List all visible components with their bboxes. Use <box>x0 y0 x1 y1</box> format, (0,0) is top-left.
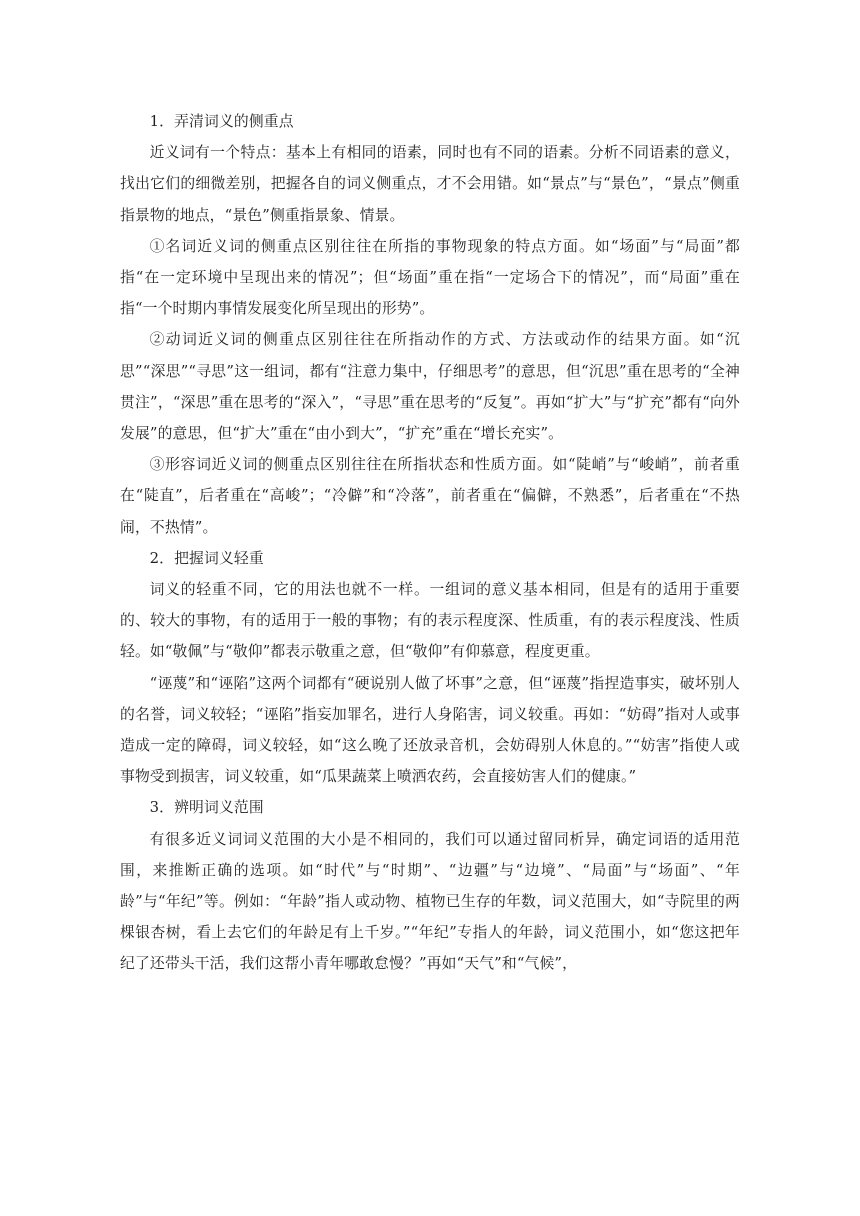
section-heading-1: 1．弄清词义的侧重点 <box>149 113 294 130</box>
body-paragraph: ①名词近义词的侧重点区别往往在所指的事物现象的特点方面。如“场面”与“局面”都指“在一定环境中呈现出来的情况”；但“场面”重在指“一定场合下的情况”，而“局面”重在指“一个时期内事情发展变化所呈现出的形势”。 <box>120 237 740 318</box>
body-paragraph: ③形容词近义词的侧重点区别往往在所指状态和性质方面。如“陡峭”与“峻峭”，前者重在“陡直”，后者重在“高峻”；“冷僻”和“冷落”，前者重在“偏僻，不熟悉”，后者重在“不热闹，不热情”。 <box>120 456 740 536</box>
document-body <box>120 106 740 980</box>
body-paragraph: ②动词近义词的侧重点区别往往在所指动作的方式、方法或动作的结果方面。如“沉思”“深思”“寻思”这一组词，都有“注意力集中，仔细思考”的意思，但“沉思”重在思考的“全神贯注”，“深思”重在思考的“深入”，“寻思”重在思考的“反复”。再如“扩大”与“扩充”都有“向外发展”的意思，但“扩大”重在“由小到大”，“扩充”重在“增长充实”。 <box>120 331 740 443</box>
section-heading-2: 2．把握词义轻重 <box>149 549 264 567</box>
body-paragraph: 近义词有一个特点：基本上有相同的语素，同时也有不同的语素。分析不同语素的意义，找出它们的细微差别，把握各自的词义侧重点，才不会用错。如“景点”与“景色”，“景点”侧重指景物的地点，“景色”侧重指景象、情景。 <box>120 144 740 224</box>
body-paragraph: 词义的轻重不同，它的用法也就不一样。一组词的意义基本相同，但是有的适用于重要的、较大的事物，有的适用于一般的事物；有的表示程度深、性质重，有的表示程度浅、性质轻。如“敬佩”与“敬仰”都表示敬重之意，但“敬仰”有仰慕意，程度更重。 <box>120 581 740 661</box>
body-paragraph: 有很多近义词词义范围的大小是不相同的，我们可以通过留同析异，确定词语的适用范围，来推断正确的选项。如“时代”与“时期”、“边疆”与“边境”、“局面”与“场面”、“年龄”与“年纪”等。例如：“年龄”指人或动物、植物已生存的年数，词义范围大，如“寺院里的两棵银杏树，看上去它们的年龄足有上千岁。”“年纪”专指人的年龄，词义范围小，如“您这把年纪了还带头干活，我们这帮小青年哪敢怠慢？”再如“天气”和“气候”， <box>120 830 740 973</box>
body-paragraph: “诬蔑”和“诬陷”这两个词都有“硬说别人做了坏事”之意，但“诬蔑”指捏造事实，破坏别人的名誉，词义较轻；“诬陷”指妄加罪名，进行人身陷害，词义较重。再如：“妨碍”指对人或事造成一定的障碍，词义较轻，如“这么晚了还放录音机，会妨碍别人休息的。”“妨害”指使人或事物受到损害，词义较重，如“瓜果蔬菜上喷洒农药，会直接妨害人们的健康。” <box>120 674 740 786</box>
section-heading-3: 3．辨明词义范围 <box>149 799 264 817</box>
